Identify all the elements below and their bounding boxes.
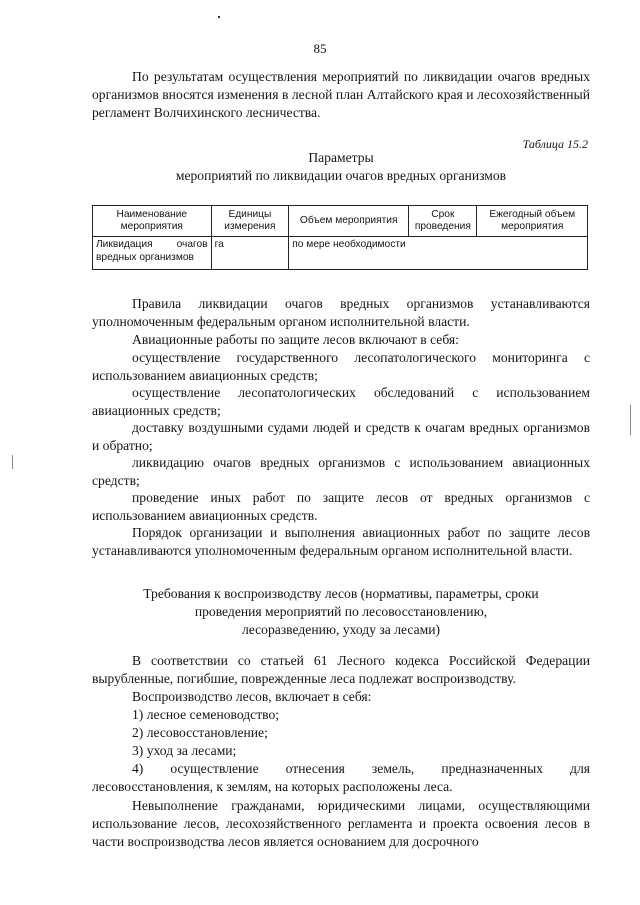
body-paragraph: Воспроизводство лесов, включает в себя: (132, 689, 372, 704)
table-cell: по мере необходимости (289, 237, 409, 270)
scan-margin-mark (630, 405, 631, 435)
section-heading-line: Требования к воспроизводству лесов (нормативы, параметры, сроки (143, 586, 539, 601)
scan-margin-mark (12, 455, 13, 469)
body-paragraph: осуществление государственного лесопатологического мониторинга с использованием авиационных средств; (92, 350, 590, 383)
column-header: Единицы измерения (211, 206, 289, 237)
table-cell: га (211, 237, 289, 270)
section-heading-line: проведения мероприятий по лесовосстановлению, (194, 604, 488, 619)
table-header-row (93, 206, 588, 237)
column-header: Ежегодный объем мероприятия (477, 206, 588, 237)
body-paragraph: Правила ликвидации очагов вредных организмов устанавливаются уполномоченным федеральным органом исполнительной власти. (92, 296, 590, 329)
column-header: Объем мероприятия (289, 206, 409, 237)
table-title-line: Параметры (308, 150, 374, 165)
list-item: 1) лесное семеноводство; (132, 707, 280, 722)
column-header: Срок проведения (409, 206, 477, 237)
page-number: 85 (313, 41, 327, 56)
table-cell: Ликвидация очагов вредных организмов (93, 237, 212, 270)
body-paragraph: проведение иных работ по защите лесов от вредных организмов с использованием авиационных средств. (92, 490, 590, 523)
body-paragraph: Авиационные работы по защите лесов включают в себя: (132, 332, 459, 347)
table-cell (477, 237, 588, 270)
table-cell (409, 237, 477, 270)
scan-speck (218, 16, 220, 18)
body-paragraph: Невыполнение гражданами, юридическими лицами, осуществляющими использование лесов, лесохозяйственного регламента и проекта освоения лесов в части воспроизводства лесов является основанием для досрочного (92, 798, 590, 849)
column-header: Наименование мероприятия (93, 206, 212, 237)
section-heading (92, 585, 590, 639)
table-title-line: мероприятий по ликвидации очагов вредных организмов (175, 168, 507, 183)
list-item: 2) лесовосстановление; (132, 725, 268, 740)
table-row (93, 237, 588, 270)
body-paragraph: осуществление лесопатологических обследований с использованием авиационных средств; (92, 385, 590, 418)
section-heading-line: лесоразведению, уходу за лесами) (241, 622, 441, 637)
list-item: 3) уход за лесами; (132, 743, 237, 758)
body-paragraph: доставку воздушными судами людей и средств к очагам вредных организмов и обратно; (92, 420, 590, 453)
table-title (92, 149, 590, 185)
body-paragraph: ликвидацию очагов вредных организмов с использованием авиационных средств; (92, 455, 590, 488)
measures-table (92, 205, 588, 270)
table-caption: Таблица 15.2 (522, 137, 588, 151)
body-paragraph: Порядок организации и выполнения авиационных работ по защите лесов устанавливаются уполномоченным федеральным органом исполнительной власти. (92, 525, 590, 558)
body-paragraph: В соответствии со статьей 61 Лесного кодекса Российской Федерации вырубленные, погибшие, поврежденные леса подлежат воспроизводству. (92, 653, 590, 686)
list-item: 4) осуществление отнесения земель, предназначенных для лесовосстановления, к землям, на которых расположены леса. (92, 761, 590, 794)
intro-paragraph: По результатам осуществления мероприятий по ликвидации очагов вредных организмов вносятся изменения в лесной план Алтайского края и лесохозяйственный регламент Волчихинского лесничества. (92, 69, 590, 120)
